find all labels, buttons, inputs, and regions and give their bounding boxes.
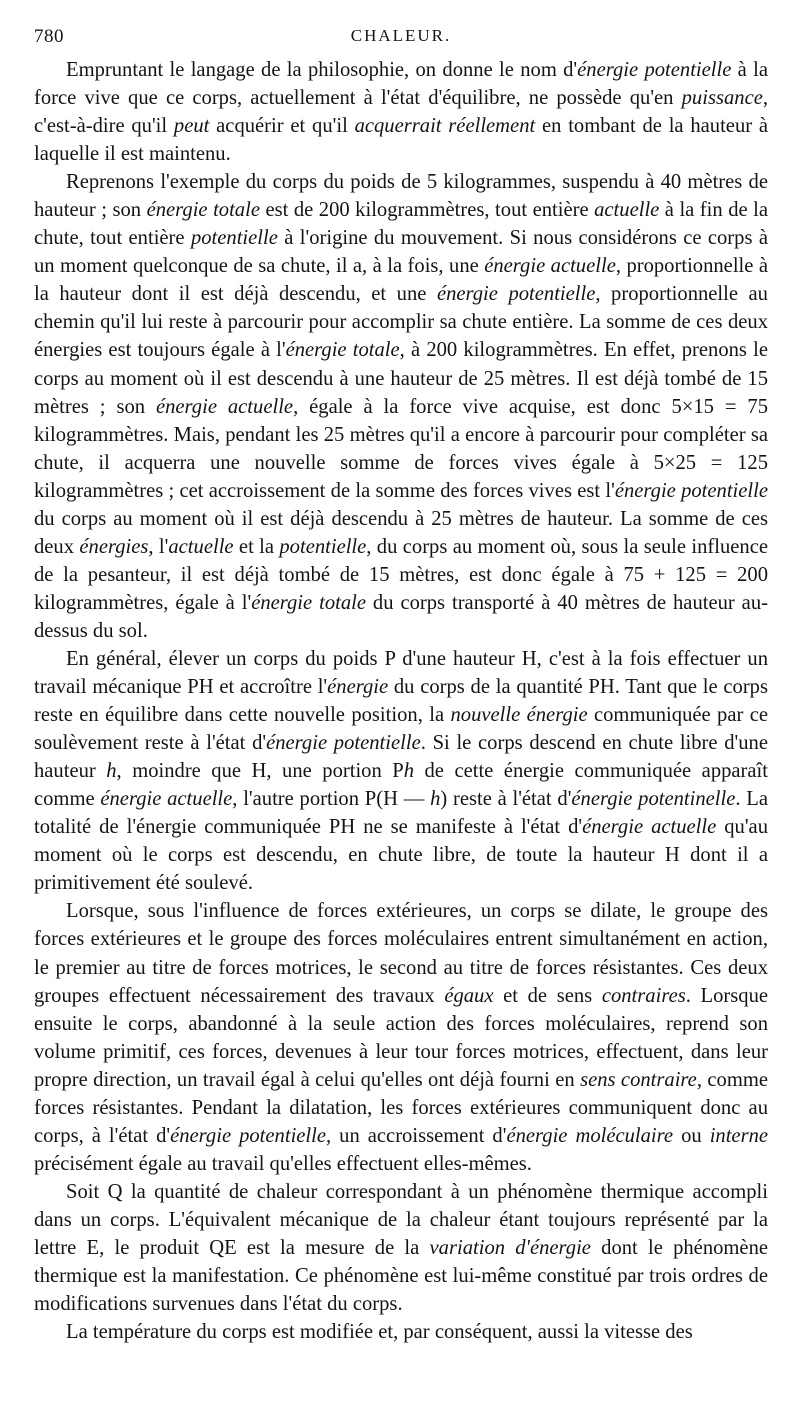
italic-run: énergie potentielle [170, 1124, 327, 1147]
text-run: Soit Q la quantité de chaleur correspondant à un phénomène thermique accompli dans un corps. L'équivalent mécanique de la chaleur étant toujours représenté par la lettre E, le produit QE est la mesure de la [34, 1180, 768, 1259]
book-page [34, 26, 768, 1346]
italic-run: sens contraire [580, 1068, 697, 1091]
running-title: CHALEUR. [350, 26, 452, 45]
text-run: dont le phénomène thermique est la manifestation. Ce phénomène est lui-même constitué par trois ordres de modifications survenues dans l'état du corps. [34, 1236, 769, 1316]
italic-run: énergies [79, 535, 149, 558]
italic-run: énergie potentielle [266, 732, 421, 755]
paragraph-en-general [34, 645, 768, 897]
italic-run: variation d'énergie [429, 1236, 591, 1259]
italic-run: égaux [444, 984, 494, 1007]
text-run: est de 200 kilogrammètres, tout entière [259, 199, 595, 222]
italic-run: énergie actuelle [100, 788, 233, 811]
paragraph-dilatation [34, 897, 768, 1177]
italic-run: énergie actuelle [155, 395, 294, 418]
italic-run: énergie [327, 676, 389, 699]
italic-run: énergie moléculaire [506, 1124, 674, 1147]
italic-run: énergie potentielle [614, 479, 768, 502]
text-run: acquérir et qu'il [209, 115, 355, 138]
text-run: . Si le corps descend en chute libre d'une hauteur [34, 732, 768, 783]
text-run: , moindre que H, une portion P [116, 760, 404, 783]
text-run: du corps de la quantité PH. Tant que le corps reste en équilibre dans cette nouvelle position, la [34, 676, 768, 727]
italic-run: h [403, 760, 415, 783]
italic-run: potentielle [190, 227, 278, 250]
italic-run: h [430, 788, 441, 811]
italic-run: actuelle [594, 199, 660, 222]
italic-run: énergie totale [285, 339, 400, 362]
italic-run: puissance [681, 87, 763, 110]
text-run: . Lorsque ensuite le corps, abandonné à la seule action des forces moléculaires, reprend son volume primitif, ces forces, devenues à leur tour forces motrices, effectuent, dans leur propre direction, un travail égal à celui qu'elles ont déjà fourni en [34, 984, 769, 1091]
text-run: de cette énergie communiquée apparaît comme [34, 760, 768, 811]
running-head [34, 26, 768, 56]
italic-run: actuelle [168, 535, 234, 558]
italic-run: énergie potentielle [577, 59, 732, 81]
text-run: , égale à la force vive acquise, est donc 5×15 = 75 kilogrammètres. Mais, pendant les 25 mètres qu'il a encore à parcourir pour compléter sa chute, il acquerra une nouvelle somme de forces vives égale à 5×25 = 125 kilogrammètres ; cet accroissement de la somme des forces vives est l' [34, 395, 768, 502]
italic-run: énergie potentinelle [571, 788, 736, 811]
text-run: en tombant de la hauteur à laquelle il est maintenu. [34, 115, 769, 166]
text-run: , proportionnelle à la hauteur dont il est déjà descendu, et une [34, 255, 768, 306]
text-run: , l'autre portion P(H — [232, 788, 431, 811]
text-run: , du corps au moment où, sous la seule influence de la pesanteur, il est déjà tombé de 15 mètres, est donc égale à 75 + 125 = 200 kilogrammètres, égale à l' [34, 535, 768, 614]
text-run: Reprenons l'exemple du corps du poids de 5 kilogrammes, suspendu à 40 mètres de hauteur ; son [34, 171, 768, 222]
italic-run: potentielle [279, 535, 367, 558]
paragraph-temperature [34, 1318, 768, 1346]
text-run: et la [233, 535, 280, 558]
italic-run: énergie actuelle [484, 255, 616, 278]
italic-run: h [106, 760, 117, 783]
italic-run: contraires [601, 984, 686, 1007]
text-run: . La totalité de l'énergie communiquée PH ne se manifeste à l'état d' [34, 788, 768, 839]
paragraph-quantite-chaleur [34, 1178, 768, 1318]
italic-run: acquerrait réellement [354, 115, 536, 138]
text-run: , comme forces résistantes. Pendant la dilatation, les forces extérieures communiquent donc au corps, à l'état d' [34, 1068, 768, 1147]
italic-run: peut [173, 115, 210, 138]
paragraph-energie-potentielle [34, 56, 768, 168]
text-run: du corps au moment où il est déjà descendu à 25 mètres de hauteur. La somme de ces deux [34, 507, 768, 558]
text-run: La température du corps est modifiée et, par conséquent, aussi la vitesse des [66, 1321, 693, 1344]
text-run: à la fin de la chute, tout entière [34, 199, 768, 250]
text-run: et de sens [493, 984, 602, 1007]
text-run: , à 200 kilogrammètres. En effet, prenons le corps au moment où il est descendu à une hauteur de 25 mètres. Il est déjà tombé de 15 mètres ; son [34, 339, 768, 418]
text-run: , l' [148, 535, 169, 558]
italic-run: énergie totale [251, 591, 366, 614]
text-run: Empruntant le langage de la philosophie, on donne le nom d' [66, 59, 578, 81]
text-run: , c'est-à-dire qu'il [34, 87, 768, 138]
italic-run: interne [709, 1124, 769, 1147]
italic-run: énergie potentielle [436, 283, 596, 306]
text-run: précisément égale au travail qu'elles effectuent elles-mêmes. [34, 1152, 532, 1175]
text-run: à l'origine du mouvement. Si nous considérons ce corps à un moment quelconque de sa chute, il a, à la fois, une [34, 227, 768, 278]
text-run: du corps transporté à 40 mètres de hauteur au-dessus du sol. [34, 591, 768, 642]
paragraph-exemple-corps [34, 168, 768, 645]
italic-run: nouvelle énergie [450, 704, 588, 727]
text-run: qu'au moment où le corps est descendu, en chute libre, de toute la hauteur H dont il a primitivement été soulevé. [34, 816, 768, 895]
text-run: Lorsque, sous l'influence de forces extérieures, un corps se dilate, le groupe des forces extérieures et le groupe des forces moléculaires entrent simultanément en action, le premier au titre de forces motrices, le second au titre de forces résistantes. Ces deux groupes effectuent nécessairement des travaux [34, 900, 768, 1007]
italic-run: énergie totale [146, 199, 260, 222]
text-run: , proportionnelle au chemin qu'il lui reste à parcourir pour accomplir sa chute entière. La somme de ces deux énergies est toujours égale à l' [34, 283, 768, 362]
page-number: 780 [34, 26, 64, 47]
text-run: ) reste à l'état d' [440, 788, 572, 811]
text-run: communiquée par ce soulèvement reste à l'état d' [34, 704, 768, 755]
text-run: ou [673, 1124, 710, 1147]
text-run: En général, élever un corps du poids P d'une hauteur H, c'est à la fois effectuer un travail mécanique PH et accroître l' [34, 647, 768, 699]
text-run: à la force vive que ce corps, actuellement à l'état d'équilibre, ne possède qu'en [34, 59, 768, 110]
italic-run: énergie actuelle [582, 816, 717, 839]
text-run: , un accroissement d' [326, 1124, 507, 1147]
